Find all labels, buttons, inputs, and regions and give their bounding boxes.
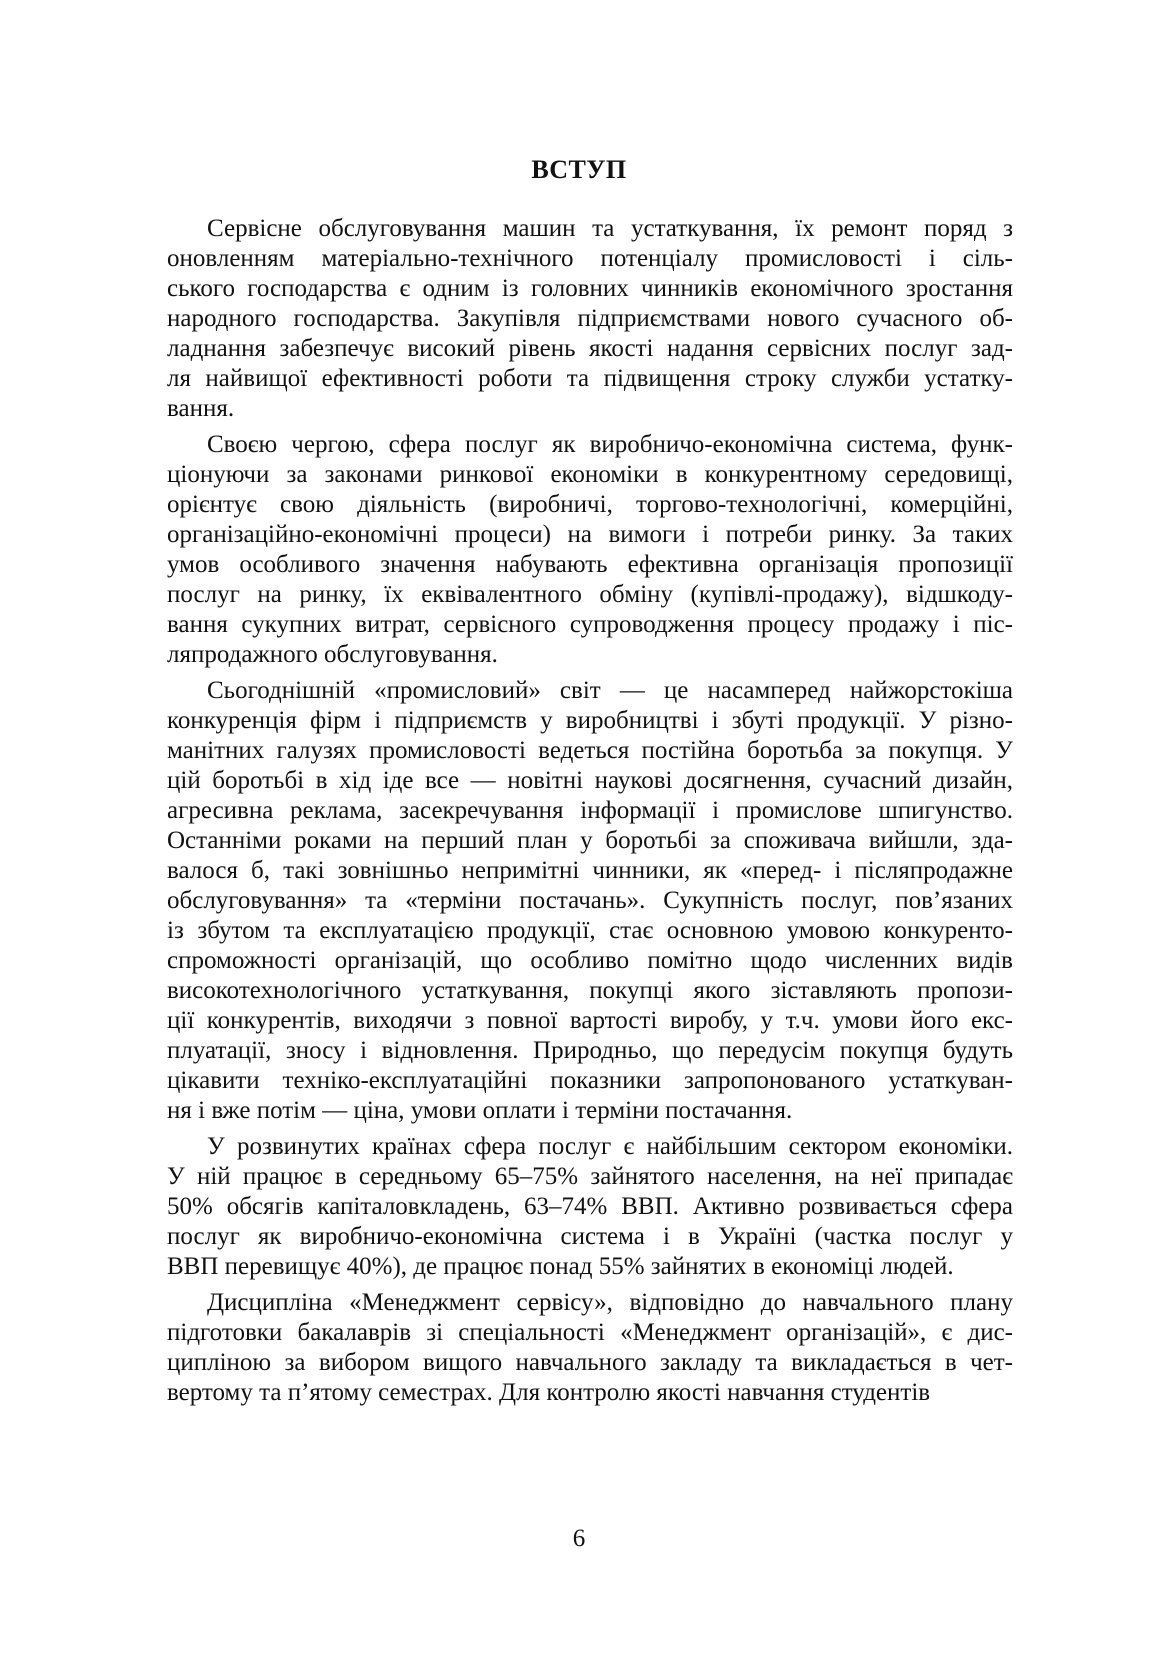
text-line: Дисципліна «Менеджмент сервісу», відповідно до навчального плану [207, 1289, 1013, 1316]
paragraph [167, 214, 1013, 424]
text-line: ня і вже потім — ціна, умови оплати і терміни постачання. [167, 1097, 793, 1124]
text-line: народного господарства. Закупівля підприємствами нового сучасного об- [167, 305, 1013, 332]
text-line: Сервісне обслуговування машин та устаткування, їх ремонт поряд з [207, 215, 1013, 242]
text-line: підготовки бакалаврів зі спеціальності «Менеджмент організацій», є дис- [167, 1319, 1013, 1346]
text-line: цікавити техніко-експлуатаційні показники запропонованого устаткуван- [167, 1067, 1013, 1094]
text-line: із збутом та експлуатацією продукції, стає основною умовою конкуренто- [167, 917, 1013, 944]
text-line: послуг як виробничо-економічна система і в Україні (частка послуг у [167, 1223, 1013, 1250]
text-line: Останніми роками на перший план у боротьбі за споживача вийшли, зда- [167, 827, 1013, 854]
paragraph [167, 430, 1013, 670]
text-line: ладнання забезпечує високий рівень якості надання сервісних послуг зад- [167, 335, 1013, 362]
paragraph [167, 676, 1013, 1126]
text-line: 50% обсягів капіталовкладень, 63–74% ВВП. Активно розвивається сфера [167, 1193, 1013, 1220]
section-heading: ВСТУП [531, 155, 627, 184]
text-line: оновленням матеріально-технічного потенціалу промисловості і сіль- [167, 245, 1013, 272]
text-line: умов особливого значення набувають ефективна організація пропозиції [167, 551, 1013, 578]
text-line: ляпродажного обслуговування. [167, 641, 498, 668]
text-line: вертому та п’ятому семестрах. Для контролю якості навчання студентів [167, 1379, 931, 1406]
text-line: високотехнологічного устаткування, покупці якого зіставляють пропози- [167, 977, 1013, 1004]
text-line: У розвинутих країнах сфера послуг є найбільшим сектором економіки. [207, 1133, 1013, 1160]
text-line: ля найвищої ефективності роботи та підвищення строку служби устатку- [167, 365, 1013, 392]
text-line: Своєю чергою, сфера послуг як виробничо-економічна система, функ- [207, 431, 1013, 458]
page-number: 6 [572, 1525, 586, 1552]
text-line: вання. [167, 395, 235, 422]
text-line: ціонуючи за законами ринкової економіки в конкурентному середовищі, [167, 461, 1013, 488]
text-line: вання сукупних витрат, сервісного супроводження процесу продажу і піс- [167, 611, 1013, 638]
text-line: валося б, такі зовнішньо непримітні чинники, як «перед- і післяпродажне [167, 857, 1013, 884]
text-line: послуг на ринку, їх еквівалентного обміну (купівлі-продажу), відшкоду- [167, 581, 1013, 608]
text-line: ського господарства є одним із головних чинників економічного зростання [167, 275, 1013, 302]
text-line: спроможності організацій, що особливо помітно щодо численних видів [167, 947, 1013, 974]
text-line: Сьогоднішній «промисловий» світ — це насамперед найжорстокіша [207, 677, 1013, 704]
text-line: агресивна реклама, засекречування інформації і промислове шпигунство. [167, 797, 1013, 824]
text-line: У ній працює в середньому 65–75% зайнятого населення, на неї припадає [167, 1163, 1013, 1190]
text-line: ції конкурентів, виходячи з повної вартості виробу, у т.ч. умови його екс- [167, 1007, 1013, 1034]
text-line: плуатації, зносу і відновлення. Природньо, що передусім покупця будуть [167, 1037, 1013, 1064]
text-line: обслуговування» та «терміни постачань». Сукупність послуг, пов’язаних [167, 887, 1013, 914]
text-line: організаційно-економічні процеси) на вимоги і потреби ринку. За таких [167, 521, 1013, 548]
body-text [167, 214, 1013, 1408]
text-line: манітних галузях промисловості ведеться постійна боротьба за покупця. У [167, 737, 1013, 764]
paragraph [167, 1132, 1013, 1282]
paragraph [167, 1288, 1013, 1408]
text-line: конкуренція фірм і підприємств у виробництві і збуті продукції. У різно- [167, 707, 1013, 734]
text-line: цій боротьбі в хід іде все — новітні наукові досягнення, сучасний дизайн, [167, 767, 1013, 794]
text-line: ципліною за вибором вищого навчального закладу та викладається в чет- [167, 1349, 1013, 1376]
text-line: орієнтує свою діяльність (виробничі, торгово-технологічні, комерційні, [167, 491, 1013, 518]
text-line: ВВП перевищує 40%), де працює понад 55% зайнятих в економіці людей. [167, 1253, 954, 1280]
